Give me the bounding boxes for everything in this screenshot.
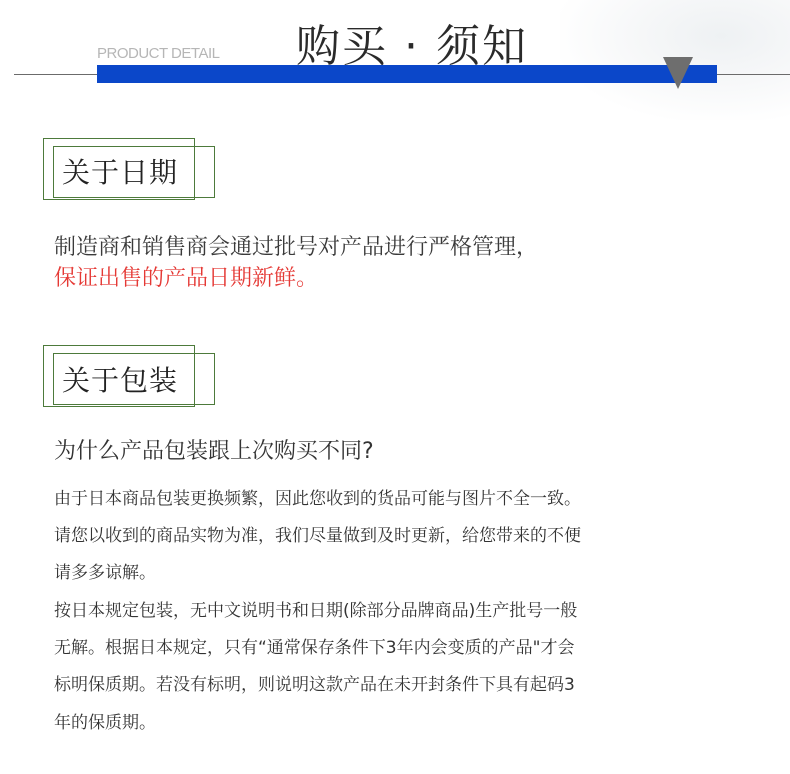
packaging-text-line: 无解。根据日本规定，只有“通常保存条件下3年内会变质的产品"才会 (54, 638, 575, 658)
packaging-section-label (43, 345, 218, 411)
date-text-line-1: 制造商和销售商会通过批号对产品进行严格管理， (54, 235, 539, 260)
page-title: 购买 · 须知 (296, 21, 528, 72)
packaging-text-line: 年的保质期。 (54, 713, 156, 733)
packaging-text-line: 按日本规定包装，无中文说明书和日期(除部分品牌商品)生产批号一般 (54, 601, 578, 621)
packaging-section-title: 关于包装 (62, 364, 179, 397)
date-section-title: 关于日期 (62, 156, 179, 189)
date-text-highlight: 保证出售的产品日期新鲜。 (54, 266, 319, 291)
down-triangle-icon (663, 57, 693, 89)
packaging-text-line: 标明保质期。若没有标明，则说明这款产品在未开封条件下具有起码3 (54, 675, 575, 695)
packaging-text-line: 请您以收到的商品实物为准，我们尽量做到及时更新，给您带来的不便 (54, 526, 581, 546)
header-subtitle: PRODUCT DETAIL (97, 45, 220, 62)
packaging-text-line: 由于日本商品包装更换频繁，因此您收到的货品可能与图片不全一致。 (54, 489, 581, 509)
packaging-text-line: 请多多谅解。 (54, 563, 156, 583)
date-section-label (43, 138, 218, 204)
packaging-question: 为什么产品包装跟上次购买不同? (54, 439, 374, 464)
